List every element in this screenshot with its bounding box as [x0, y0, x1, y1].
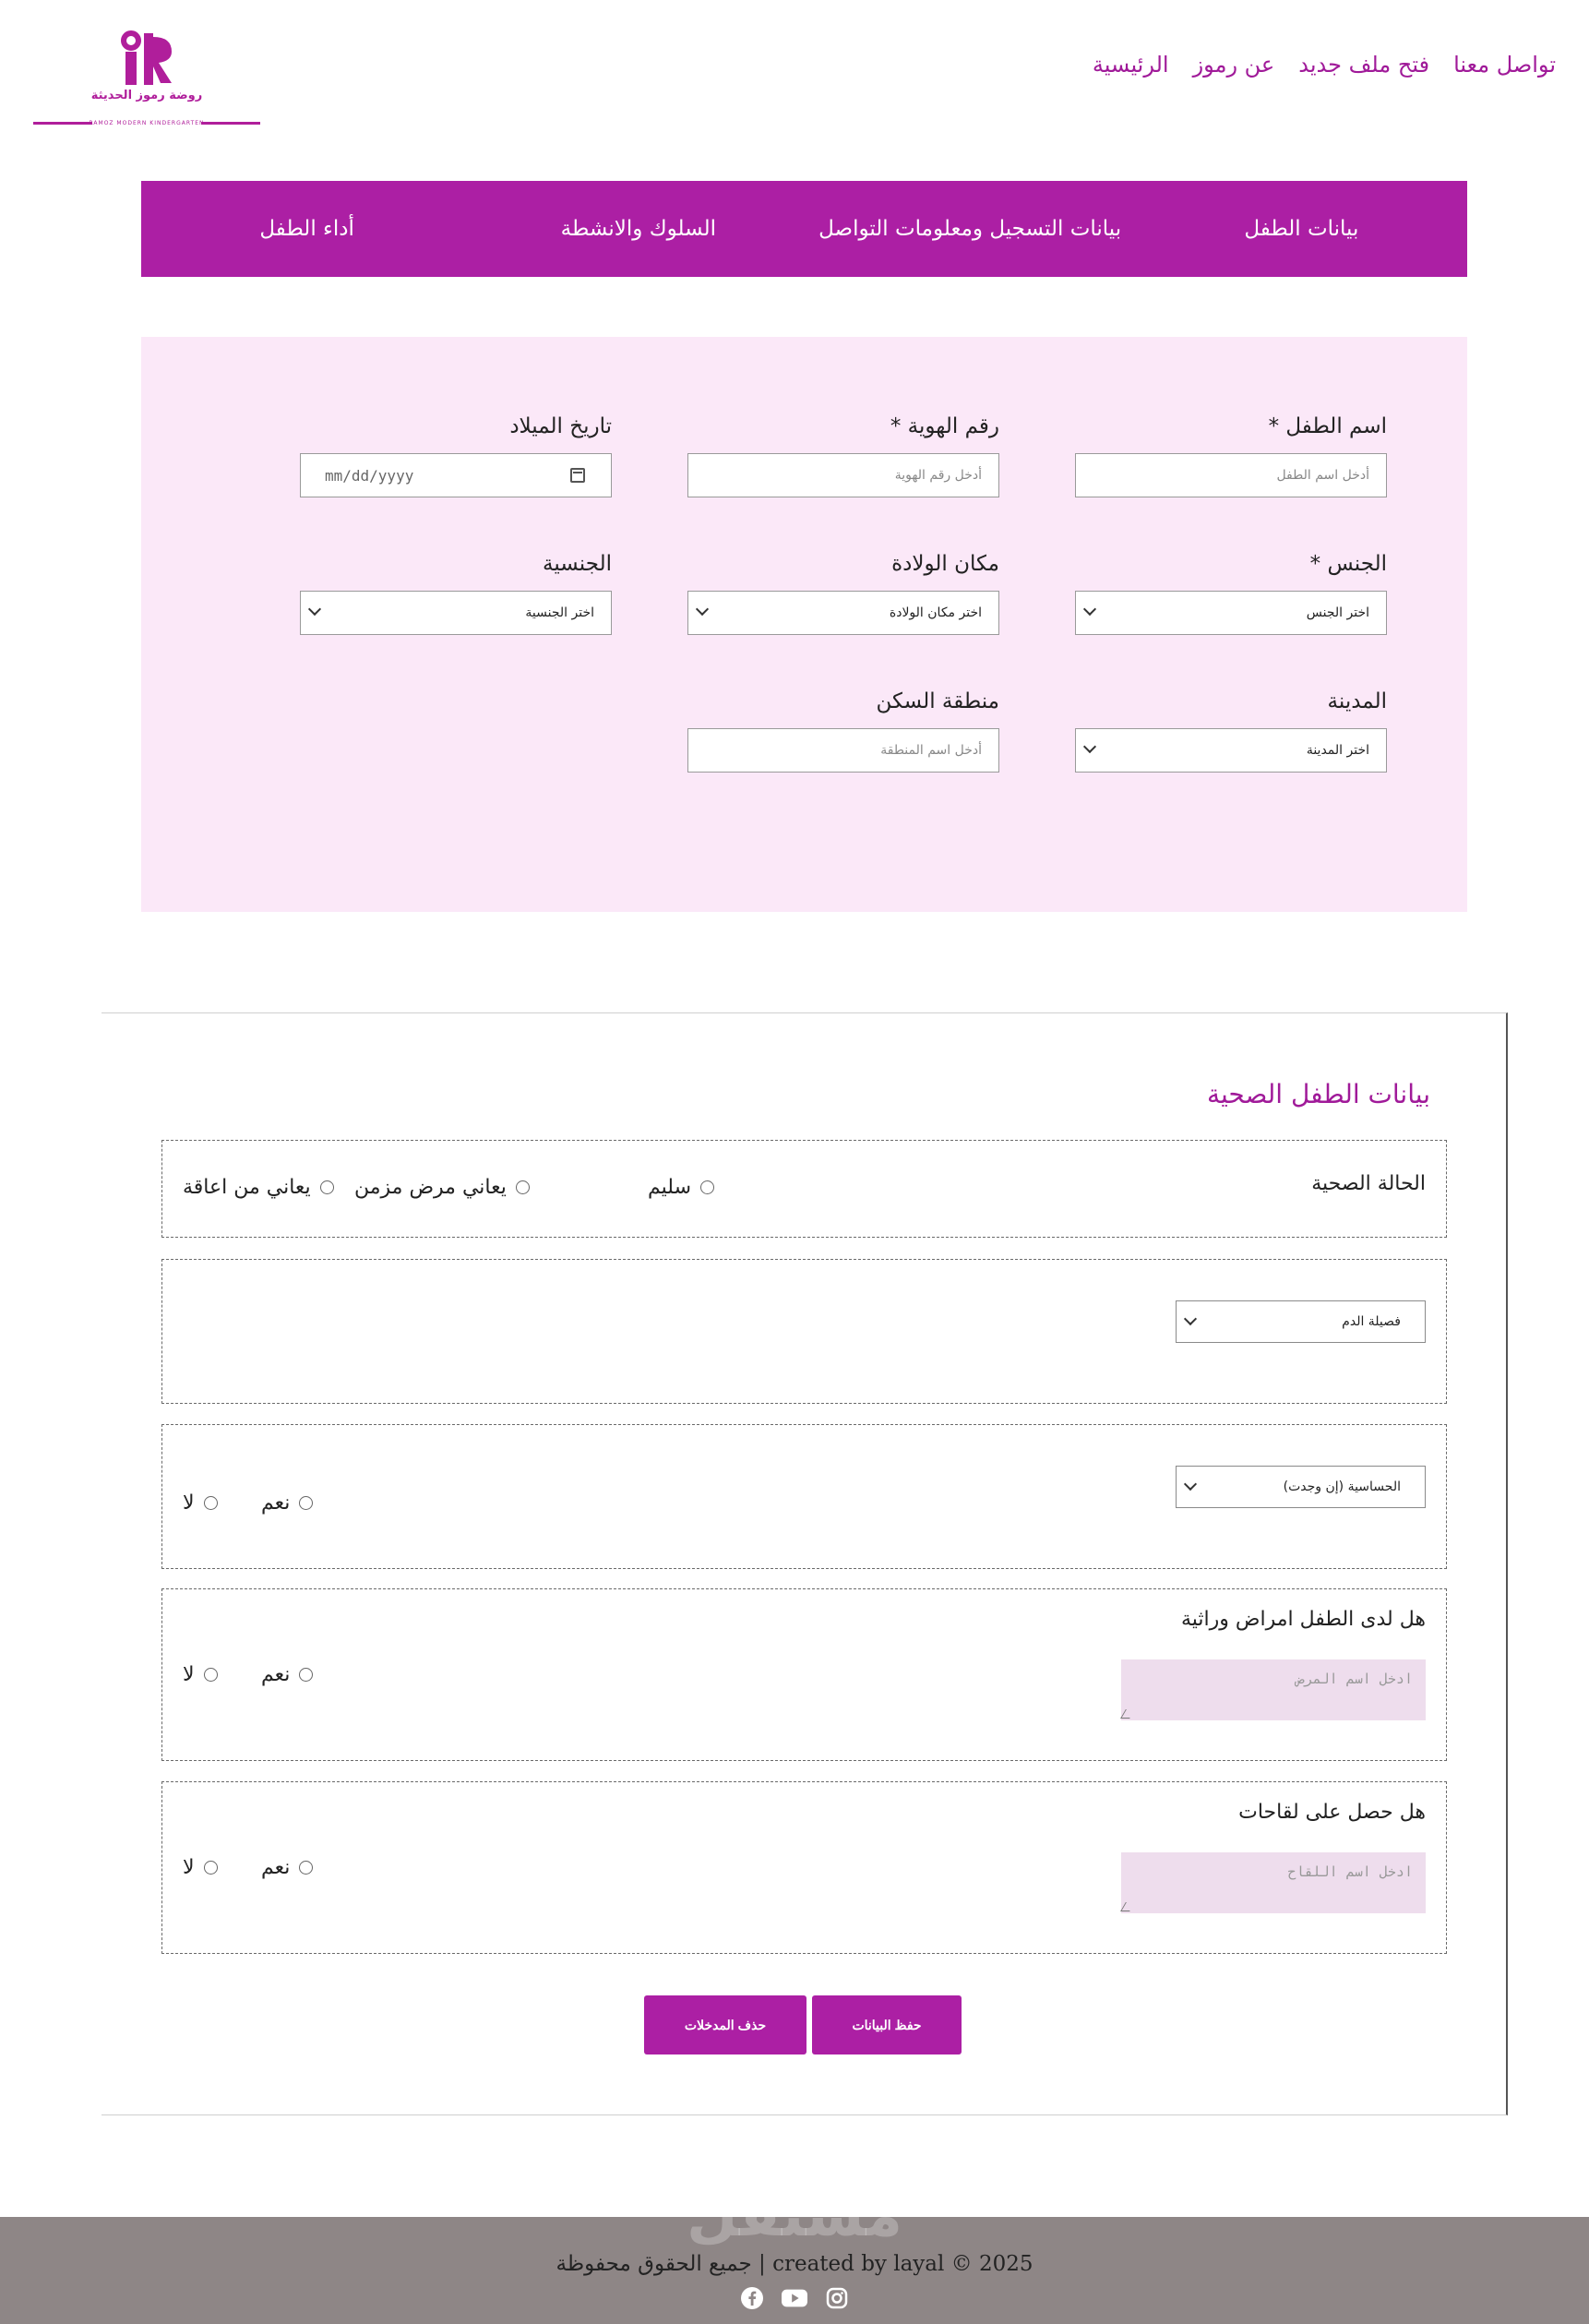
allergy-radio-no[interactable] — [183, 1491, 218, 1515]
radio-healthy[interactable] — [648, 1176, 714, 1199]
genetic-disease-placeholder: ادخل اسم المرض — [1296, 1671, 1413, 1687]
resize-handle-icon[interactable] — [1120, 1902, 1135, 1911]
birth-date-input[interactable] — [300, 453, 612, 497]
allergy-yes-label: نعم — [261, 1491, 291, 1515]
clear-button[interactable]: حذف المدخلات — [644, 1995, 806, 2054]
chevron-down-icon — [1184, 1312, 1197, 1325]
gender-select-value: اختر الجنس — [1306, 605, 1369, 620]
child-name-field — [1075, 414, 1387, 497]
genetic-disease-label: هل لدى الطفل امراض وراثية — [1180, 1608, 1426, 1631]
city-select-value: اختر المدينة — [1306, 743, 1369, 758]
child-data-panel — [141, 337, 1467, 912]
id-number-field — [687, 414, 999, 497]
birthplace-select-value: اختر مكان الولادة — [889, 605, 982, 620]
radio-circle[interactable] — [204, 1668, 218, 1682]
radio-chronic[interactable] — [354, 1176, 530, 1199]
id-number-input[interactable]: أدخل رقم الهوية — [687, 453, 999, 497]
logo[interactable] — [33, 28, 260, 131]
allergy-select[interactable] — [1176, 1466, 1426, 1508]
nationality-field — [300, 552, 612, 635]
vaccine-textarea[interactable] — [1121, 1852, 1426, 1913]
radio-circle[interactable] — [320, 1180, 334, 1194]
chevron-down-icon — [1083, 740, 1096, 753]
birth-date-field — [300, 414, 612, 497]
health-section — [102, 1012, 1508, 2115]
calendar-icon[interactable] — [570, 468, 585, 483]
nav-item-new-file[interactable]: فتح ملف جديد — [1298, 52, 1430, 78]
nationality-select[interactable] — [300, 591, 612, 635]
genetic-radio-yes[interactable] — [261, 1663, 313, 1686]
radio-chronic-label: يعاني مرض مزمن — [354, 1176, 507, 1199]
allergy-no-label: لا — [183, 1491, 195, 1515]
tab-performance[interactable]: أداء الطفل — [259, 217, 354, 241]
tab-bar — [141, 181, 1467, 277]
nav-item-about[interactable]: عن رموز — [1192, 52, 1275, 78]
chevron-down-icon — [1184, 1478, 1197, 1491]
instagram-icon[interactable] — [824, 2285, 850, 2311]
logo-subtext: RAMOZ MODERN KINDERGARTEN — [89, 120, 205, 126]
resize-handle-icon[interactable] — [1120, 1709, 1135, 1719]
genetic-no-label: لا — [183, 1663, 195, 1686]
save-button[interactable]: حفظ البيانات — [812, 1995, 962, 2054]
vaccine-no-label: لا — [183, 1856, 195, 1879]
nav-item-contact[interactable]: تواصل معنا — [1453, 52, 1556, 78]
allergy-radio-yes[interactable] — [261, 1491, 313, 1515]
copyright-text: جميع الحقوق محفوظة | created by layal © 2025 — [556, 2252, 1033, 2276]
genetic-disease-textarea[interactable] — [1121, 1659, 1426, 1720]
blood-type-select-value: فصيلة الدم — [1342, 1314, 1401, 1329]
nationality-label: الجنسية — [543, 552, 612, 576]
health-section-title: بيانات الطفل الصحية — [1206, 1079, 1430, 1109]
child-name-label: اسم الطفل * — [1268, 414, 1387, 438]
radio-disability-label: يعاني من اعاقة — [183, 1176, 311, 1199]
blood-type-select[interactable] — [1176, 1300, 1426, 1343]
radio-circle[interactable] — [204, 1496, 218, 1510]
blood-type-box — [161, 1259, 1447, 1404]
genetic-disease-box — [161, 1588, 1447, 1761]
radio-circle[interactable] — [299, 1668, 313, 1682]
allergy-box — [161, 1424, 1447, 1569]
radio-circle[interactable] — [204, 1861, 218, 1875]
gender-select[interactable] — [1075, 591, 1387, 635]
radio-circle[interactable] — [299, 1496, 313, 1510]
vaccine-box — [161, 1781, 1447, 1954]
radio-circle[interactable] — [299, 1861, 313, 1875]
vaccine-placeholder: ادخل اسم اللقاح — [1287, 1863, 1413, 1880]
birthplace-select[interactable] — [687, 591, 999, 635]
vaccine-radio-yes[interactable] — [261, 1856, 313, 1879]
nav-item-home[interactable]: الرئيسية — [1092, 52, 1169, 78]
tab-registration[interactable]: بيانات التسجيل ومعلومات التواصل — [818, 217, 1122, 241]
logo-mark-icon — [118, 30, 175, 87]
genetic-yes-label: نعم — [261, 1663, 291, 1686]
radio-circle[interactable] — [700, 1180, 714, 1194]
birth-date-placeholder: mm/dd/yyyy — [325, 466, 414, 485]
birthplace-field — [687, 552, 999, 635]
birthplace-label: مكان الولادة — [891, 552, 999, 576]
logo-text: روضة رموز الحديثة — [90, 89, 203, 102]
residence-area-label: منطقة السكن — [876, 689, 999, 713]
radio-circle[interactable] — [516, 1180, 530, 1194]
gender-label: الجنس * — [1309, 552, 1387, 576]
radio-healthy-label: سليم — [648, 1176, 691, 1199]
chevron-down-icon — [696, 603, 709, 616]
chevron-down-icon — [1083, 603, 1096, 616]
radio-disability[interactable] — [183, 1176, 334, 1199]
child-name-input[interactable]: أدخل اسم الطفل — [1075, 453, 1387, 497]
tab-child-data[interactable]: بيانات الطفل — [1244, 217, 1359, 241]
city-field — [1075, 689, 1387, 773]
nationality-select-value: اختر الجنسية — [525, 605, 594, 620]
genetic-radio-no[interactable] — [183, 1663, 218, 1686]
chevron-down-icon — [308, 603, 321, 616]
youtube-icon[interactable] — [782, 2285, 807, 2311]
vaccine-yes-label: نعم — [261, 1856, 291, 1879]
tab-behavior[interactable]: السلوك والانشطة — [560, 217, 717, 241]
vaccine-label: هل حصل على لقاحات — [1238, 1801, 1426, 1824]
residence-area-field — [687, 689, 999, 773]
watermark: مستقل — [686, 2182, 903, 2250]
health-status-label: الحالة الصحية — [1311, 1172, 1426, 1195]
allergy-select-value: الحساسية (إن وجدت) — [1283, 1479, 1401, 1494]
city-select[interactable] — [1075, 728, 1387, 773]
health-status-box — [161, 1140, 1447, 1238]
top-nav — [1093, 52, 1556, 78]
id-number-label: رقم الهوية * — [890, 414, 999, 438]
vaccine-radio-no[interactable] — [183, 1856, 218, 1879]
birth-date-label: تاريخ الميلاد — [509, 414, 612, 438]
social-links — [0, 2285, 1589, 2311]
city-label: المدينة — [1327, 689, 1387, 713]
facebook-icon[interactable] — [739, 2285, 765, 2311]
residence-area-input[interactable]: أدخل اسم المنطقة — [687, 728, 999, 773]
gender-field — [1075, 552, 1387, 635]
